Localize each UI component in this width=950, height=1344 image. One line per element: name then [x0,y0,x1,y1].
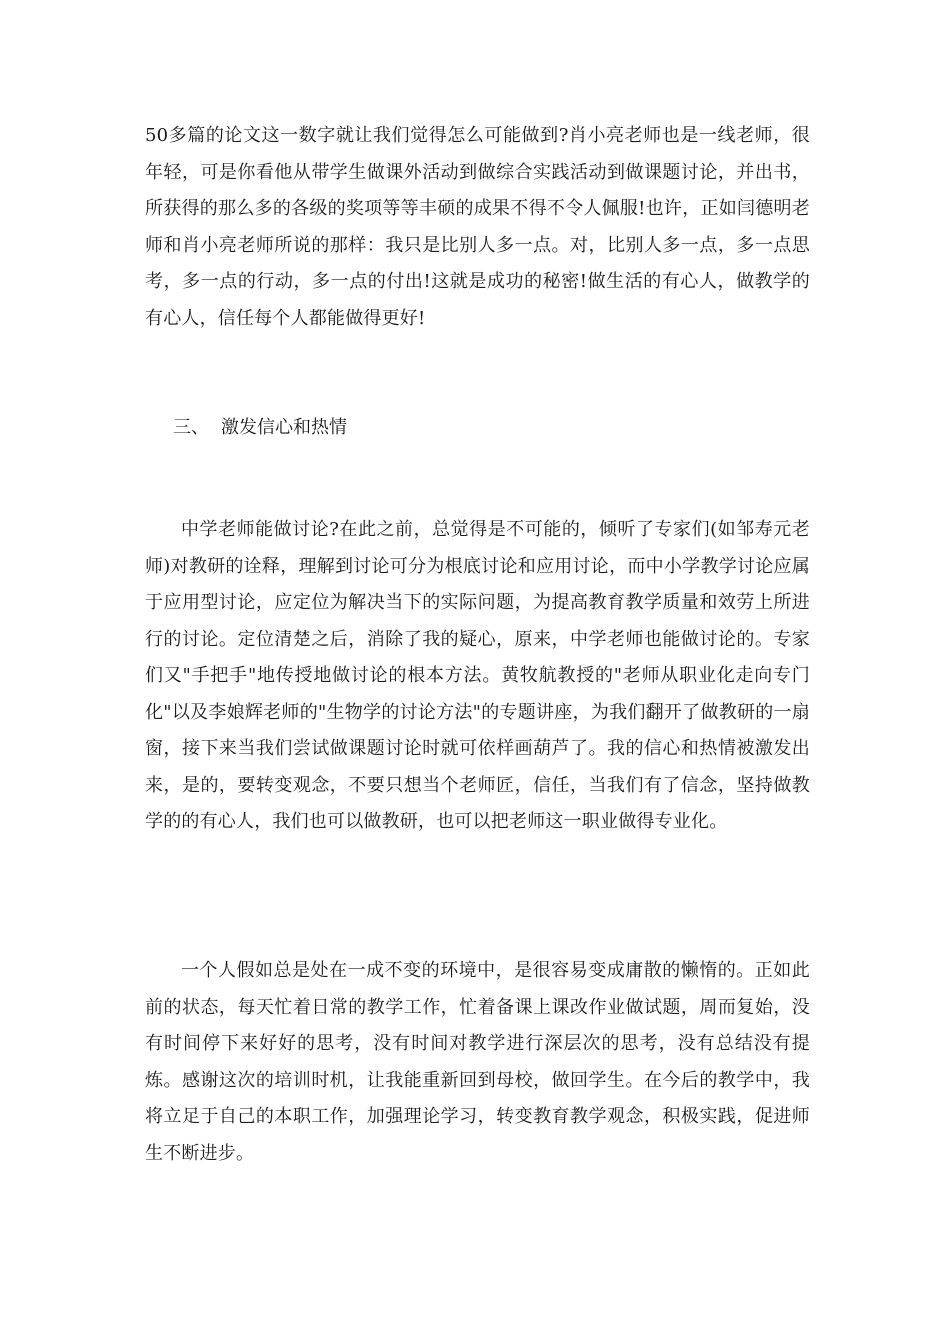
section-heading [173,414,347,442]
body-paragraph: 中学老师能做讨论?在此之前，总觉得是不可能的，倾听了专家们(如邹寿元老师)对教研的诠释，理解到讨论可分为根底讨论和应用讨论，而中小学教学讨论应属于应用型讨论，应定位为解决当下的实际问题，为提高教育教学质量和效劳上所进行的讨论。定位清楚之后，消除了我的疑心，原来，中学老师也能做讨论的。专家们又"手把手"地传授地做讨论的根本方法。黄牧航教授的"老师从职业化走向专门化"以及李娘辉老师的"生物学的讨论方法"的专题讲座，为我们翻开了做教研的一扇窗，接下来当我们尝试做课题讨论时就可依样画葫芦了。我的信心和热情被激发出来，是的，要转变观念，不要只想当个老师匠，信任，当我们有了信念，坚持做教学的的有心人，我们也可以做教研，也可以把老师这一职业做得专业化。 [145,519,810,832]
section-title: 激发信心和热情 [221,417,347,438]
body-paragraph: 一个人假如总是处在一成不变的环境中，是很容易变成庸散的懒惰的。正如此前的状态，每天忙着日常的教学工作，忙着备课上课改作业做试题，周而复始，没有时间停下来好好的思考，没有时间对教学进行深层次的思考，没有总结没有提炼。感谢这次的培训时机，让我能重新回到母校，做回学生。在今后的教学中，我将立足于自己的本职工作，加强理论学习，转变教育教学观念，积极实践，促进师生不断进步。 [145,960,810,1164]
body-paragraph: 50多篇的论文这一数字就让我们觉得怎么可能做到?肖小亮老师也是一线老师，很年轻，可是你看他从带学生做课外活动到做综合实践活动到做课题讨论，并出书，所获得的那么多的各级的奖项等等丰硕的成果不得不令人佩服!也许，正如闫德明老师和肖小亮老师所说的那样：我只是比别人多一点。对，比别人多一点，多一点思考，多一点的行动，多一点的付出!这就是成功的秘密!做生活的有心人，做教学的有心人，信任每个人都能做得更好! [145,125,810,329]
section-number: 三、 [173,417,209,438]
